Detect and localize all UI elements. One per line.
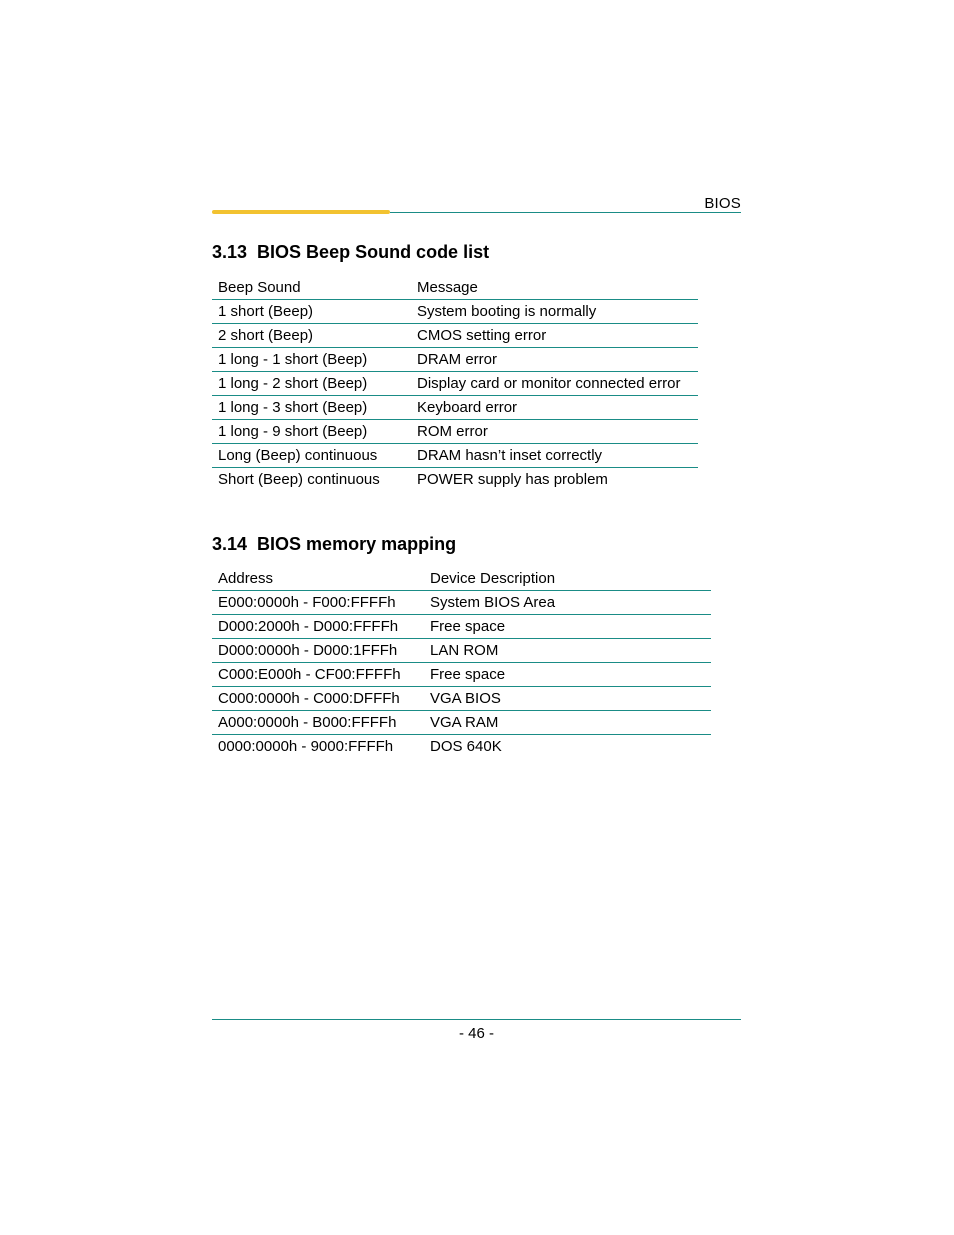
table-cell: A000:0000h - B000:FFFFh xyxy=(212,711,424,735)
header-rule xyxy=(212,212,741,214)
section-title: BIOS memory mapping xyxy=(257,534,457,554)
table-row xyxy=(212,615,711,639)
table-cell: 1 long - 9 short (Beep) xyxy=(212,420,411,444)
table-cell: Keyboard error xyxy=(411,396,698,420)
table-row xyxy=(212,735,711,759)
column-header: Message xyxy=(411,276,698,300)
table-cell: Long (Beep) continuous xyxy=(212,444,411,468)
table-cell: 2 short (Beep) xyxy=(212,324,411,348)
table-cell: C000:E000h - CF00:FFFFh xyxy=(212,663,424,687)
page-number: - 46 - xyxy=(458,1025,494,1042)
table-cell: DRAM hasn’t inset correctly xyxy=(411,444,698,468)
table-row xyxy=(212,396,698,420)
table-cell: VGA BIOS xyxy=(424,687,711,711)
column-header: Address xyxy=(212,567,424,591)
table-cell: Short (Beep) continuous xyxy=(218,471,380,488)
table-cell: Free space xyxy=(424,615,711,639)
table-row xyxy=(212,639,711,663)
table-row xyxy=(212,444,698,468)
table-cell: 1 long - 2 short (Beep) xyxy=(212,372,411,396)
table-cell: 1 long - 1 short (Beep) xyxy=(212,348,411,372)
header-rule-line xyxy=(390,212,741,213)
column-header: Beep Sound xyxy=(212,276,411,300)
table-row xyxy=(212,300,698,324)
section-number: 3.13 xyxy=(212,242,248,262)
table-row xyxy=(212,420,698,444)
table-cell: System booting is normally xyxy=(411,300,698,324)
table-cell: Display card or monitor connected error xyxy=(411,372,698,396)
header-rule-accent xyxy=(212,210,390,214)
memory-map-table-body xyxy=(212,567,711,758)
memory-map-table xyxy=(212,567,711,758)
table-cell: DRAM error xyxy=(411,348,698,372)
beep-code-table-body xyxy=(212,276,698,491)
table-header-row xyxy=(212,276,698,300)
table-cell: CMOS setting error xyxy=(411,324,698,348)
table-cell: C000:0000h - C000:DFFFh xyxy=(212,687,424,711)
table-cell: POWER supply has problem xyxy=(417,471,608,488)
footer-rule xyxy=(212,1019,741,1020)
table-cell: E000:0000h - F000:FFFFh xyxy=(212,591,424,615)
column-header: Device Description xyxy=(424,567,711,591)
table-cell: Free space xyxy=(424,663,711,687)
section-title: BIOS Beep Sound code list xyxy=(257,242,490,262)
running-header: BIOS xyxy=(704,195,741,212)
table-cell: LAN ROM xyxy=(424,639,711,663)
table-row xyxy=(212,468,698,492)
section-number: 3.14 xyxy=(212,534,248,554)
table-cell: VGA RAM xyxy=(424,711,711,735)
table-cell: 1 long - 3 short (Beep) xyxy=(212,396,411,420)
table-row xyxy=(212,324,698,348)
table-row xyxy=(212,348,698,372)
beep-code-table xyxy=(212,276,698,491)
section-heading-memory xyxy=(212,534,456,555)
table-cell: 0000:0000h - 9000:FFFFh xyxy=(218,738,394,755)
table-cell: ROM error xyxy=(411,420,698,444)
table-row xyxy=(212,687,711,711)
section-heading-beep xyxy=(212,242,489,263)
table-row xyxy=(212,591,711,615)
table-row xyxy=(212,711,711,735)
table-cell: D000:0000h - D000:1FFFh xyxy=(212,639,424,663)
table-cell: System BIOS Area xyxy=(424,591,711,615)
table-cell: D000:2000h - D000:FFFFh xyxy=(212,615,424,639)
table-row xyxy=(212,372,698,396)
table-cell: DOS 640K xyxy=(430,738,502,755)
table-header-row xyxy=(212,567,711,591)
table-cell: 1 short (Beep) xyxy=(212,300,411,324)
table-row xyxy=(212,663,711,687)
